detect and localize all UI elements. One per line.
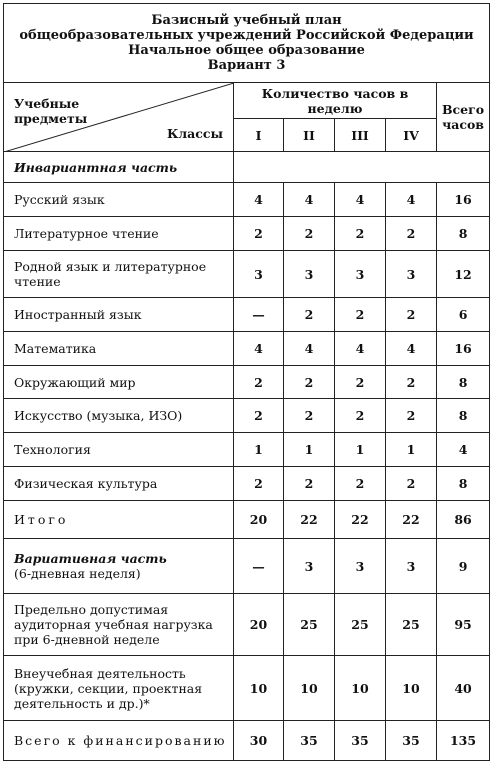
total-cell: 12 <box>437 251 490 298</box>
hours-cell: 2 <box>386 366 437 399</box>
hours-cell: 25 <box>386 594 437 656</box>
variative-section-label: Вариативная часть <box>14 551 167 566</box>
hours-cell: 25 <box>284 594 335 656</box>
invariant-section-empty <box>234 152 490 183</box>
hours-cell: 3 <box>284 251 335 298</box>
grade-header-3: III <box>335 119 386 152</box>
classes-label: Классы <box>166 126 223 141</box>
max-load-row <box>4 594 490 656</box>
title-line-2: общеобразовательных учреждений Российской Федерации <box>19 28 474 43</box>
hours-cell: 22 <box>386 501 437 539</box>
hours-cell: 2 <box>335 217 386 251</box>
total-cell: 40 <box>437 656 490 721</box>
max-load-label: Предельно допустимая аудиторная учебная нагрузка при 6-дневной неделе <box>4 594 234 656</box>
itogo-row <box>4 501 490 539</box>
subject-name: Родной язык и литературное чтение <box>4 251 234 298</box>
total-cell: 9 <box>437 539 490 594</box>
hours-cell: 35 <box>335 721 386 761</box>
total-cell: 95 <box>437 594 490 656</box>
hours-cell: 3 <box>386 539 437 594</box>
hours-cell: 2 <box>335 467 386 501</box>
hours-cell: 1 <box>386 433 437 467</box>
table-row <box>4 433 490 467</box>
hours-cell: 2 <box>234 399 284 433</box>
hours-cell: 4 <box>234 332 284 366</box>
hours-cell: 22 <box>335 501 386 539</box>
hours-cell: 4 <box>234 183 284 217</box>
hours-cell: — <box>234 539 284 594</box>
hours-cell: 10 <box>234 656 284 721</box>
hours-cell: 2 <box>386 399 437 433</box>
hours-cell: 2 <box>284 366 335 399</box>
grade-header-1: I <box>234 119 284 152</box>
hours-cell: 2 <box>386 467 437 501</box>
subject-name: Окружающий мир <box>4 366 234 399</box>
hours-cell: 35 <box>284 721 335 761</box>
hours-cell: 30 <box>234 721 284 761</box>
grand-total-row <box>4 721 490 761</box>
hours-cell: 2 <box>335 366 386 399</box>
total-cell: 4 <box>437 433 490 467</box>
hours-cell: 3 <box>284 539 335 594</box>
hours-cell: 10 <box>386 656 437 721</box>
hours-cell: 2 <box>386 298 437 332</box>
title-line-4: Вариант 3 <box>207 58 286 73</box>
grade-header-4: IV <box>386 119 437 152</box>
title-line-3: Начальное общее образование <box>128 43 365 58</box>
total-cell: 8 <box>437 217 490 251</box>
hours-cell: 3 <box>335 251 386 298</box>
hours-cell: 2 <box>284 217 335 251</box>
invariant-section-label: Инвариантная часть <box>4 152 234 183</box>
title-line-1: Базисный учебный план <box>151 13 342 28</box>
hours-cell: 10 <box>284 656 335 721</box>
hours-cell: 35 <box>386 721 437 761</box>
hours-cell: 1 <box>234 433 284 467</box>
hours-cell: 2 <box>284 298 335 332</box>
hours-cell: 3 <box>335 539 386 594</box>
table-row <box>4 217 490 251</box>
table-title <box>4 4 490 83</box>
diagonal-header-cell <box>4 83 234 152</box>
title-row <box>4 4 490 83</box>
hours-cell: 2 <box>335 298 386 332</box>
variative-row <box>4 539 490 594</box>
total-cell: 8 <box>437 467 490 501</box>
table-row <box>4 251 490 298</box>
table-row <box>4 467 490 501</box>
hours-cell: 4 <box>284 183 335 217</box>
total-cell: 8 <box>437 399 490 433</box>
variative-label-cell <box>4 539 234 594</box>
hours-cell: 4 <box>386 332 437 366</box>
hours-cell: 2 <box>234 366 284 399</box>
subject-name: Математика <box>4 332 234 366</box>
hours-cell: — <box>234 298 284 332</box>
itogo-label: Итого <box>4 501 234 539</box>
subject-name: Литературное чтение <box>4 217 234 251</box>
total-hours-header: Всего часов <box>437 83 490 152</box>
hours-cell: 2 <box>335 399 386 433</box>
hours-cell: 2 <box>386 217 437 251</box>
extracurricular-label: Внеучебная деятельность (кружки, секции, проектная деятельность и др.)* <box>4 656 234 721</box>
subject-name: Русский язык <box>4 183 234 217</box>
hours-cell: 3 <box>386 251 437 298</box>
hours-cell: 4 <box>335 183 386 217</box>
hours-cell: 2 <box>284 467 335 501</box>
header-row-1 <box>4 83 490 119</box>
hours-cell: 2 <box>284 399 335 433</box>
subject-name: Физическая культура <box>4 467 234 501</box>
total-cell: 86 <box>437 501 490 539</box>
table-row <box>4 183 490 217</box>
hours-cell: 3 <box>234 251 284 298</box>
table-row <box>4 399 490 433</box>
hours-cell: 2 <box>234 217 284 251</box>
grade-header-2: II <box>284 119 335 152</box>
hours-cell: 2 <box>234 467 284 501</box>
invariant-section-row <box>4 152 490 183</box>
grand-total-label: Всего к финансированию <box>4 721 234 761</box>
total-cell: 16 <box>437 332 490 366</box>
extracurricular-row <box>4 656 490 721</box>
hours-cell: 4 <box>284 332 335 366</box>
table-row <box>4 332 490 366</box>
hours-cell: 4 <box>335 332 386 366</box>
subject-name: Иностранный язык <box>4 298 234 332</box>
total-cell: 8 <box>437 366 490 399</box>
subjects-label: Учебные предметы <box>14 96 88 126</box>
hours-header: Количество часов в неделю <box>234 83 437 119</box>
table-row <box>4 298 490 332</box>
hours-cell: 10 <box>335 656 386 721</box>
hours-cell: 1 <box>335 433 386 467</box>
total-cell: 135 <box>437 721 490 761</box>
hours-cell: 4 <box>386 183 437 217</box>
total-cell: 16 <box>437 183 490 217</box>
total-cell: 6 <box>437 298 490 332</box>
subject-name: Технология <box>4 433 234 467</box>
hours-cell: 22 <box>284 501 335 539</box>
curriculum-table-container <box>3 3 489 764</box>
hours-cell: 1 <box>284 433 335 467</box>
table-row <box>4 366 490 399</box>
hours-cell: 25 <box>335 594 386 656</box>
variative-note: (6-дневная неделя) <box>14 566 141 581</box>
curriculum-table <box>3 3 490 761</box>
subject-name: Искусство (музыка, ИЗО) <box>4 399 234 433</box>
hours-cell: 20 <box>234 594 284 656</box>
hours-cell: 20 <box>234 501 284 539</box>
